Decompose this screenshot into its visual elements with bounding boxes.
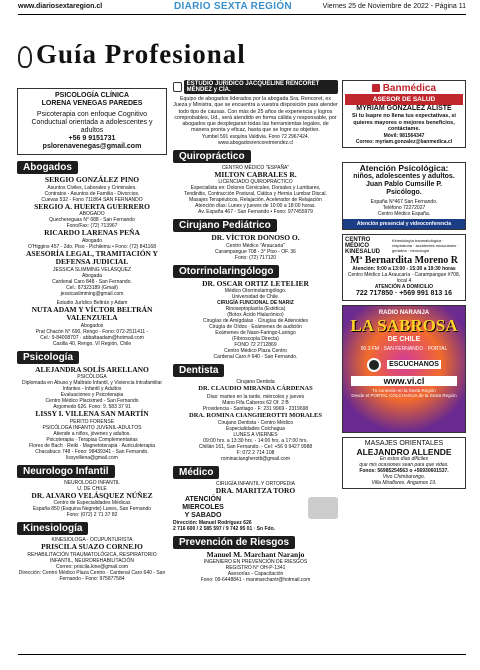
page-header — [0, 0, 480, 14]
section-medico: Médico — [173, 466, 219, 479]
speaker-icon — [367, 358, 381, 372]
banmedica-ad: Banmédica ASESOR DE SALUD MYRIAM GONZALEZ ALISTE Si tu Isapre no llena tus expectativas, si quieres mayores o mejores beneficios, contáctame. Móvil: 981564347 Correo: myriam.gonzalez@banmedica.cl — [342, 80, 466, 148]
listing-name: SERGIO A. HUERTA GUERRERO — [34, 201, 150, 211]
section-quiropractico: Quiropráctico — [173, 150, 251, 163]
doctor-photo-icon — [308, 497, 338, 519]
section-cirujano: Cirujano Pediátrico — [173, 219, 277, 232]
kinesiologia-listing: KINESIOLOGA - OCUPUNTURISTA PRISCILA SUAZO CORNEJO REHABILITACIÓN TRAUMATOLÓGICA, RESPIRATORIO INFANTIL, NEUROREHABILITACIÓN Correo: priscila.kine@gmail.com Dirección: Centro Médico Plaza Centro · Cardenal Caro 640 - San Fernando - Fono: 975877584 — [18, 537, 166, 582]
listing-name: ASESORÍA LEGAL, TRAMITACIÓN Y DEFENSA JUDICIAL — [26, 248, 158, 266]
left-column — [17, 88, 167, 582]
listing-name: RICARDO LARENAS PEÑA — [44, 228, 140, 237]
ad-person: LORENA VENEGAS PAREDES — [41, 100, 143, 107]
ad-phone[interactable]: +56 9 9151731 — [68, 135, 116, 142]
ad-title: PSICOLOGÍA CLÍNICA — [54, 92, 130, 99]
dentista-listing: Cirujano Dentista DR. CLAUDIO MIRANDA CÁRDENAS Días: martes en la tarde, miércoles y jueves Mano Fifa Caberos 62 Of. 2 B Providencia - Santiago · F: 231 9969 - 2319698 DRA. ROMINA CIANGHEROTTI MORALES Cirujano Dentista - Centro Médico Especialidades Colchagua LUNES A VIERNES 09:00 hrs. a 13:30 hrs. - 14:00 hrs. a 17:00 hrs. Chillán 161, San Fernando. - Cel: +56 9 9427 9988 F: 072 2 714 108 rominaciangherotti@gmail.com — [189, 379, 322, 463]
scales-icon — [173, 82, 182, 92]
middle-column: ESTUDIO JURÍDICO JACQUELINE RENCORET MÉNDEZ y CÍA. Equipo de abogados liderados por la abogada Sra. Rencoret, ex Jueza y Ministra, que se encuentra a vuestra disposición para atender todo tipo de causas. Con más de 25 años de experiencia y logros comprobables, Ud., será atendido en forma cálida y responsable, por abogados que desplegaran todas las herramientas legales, de manera pronta y eficaz, hasta que se logre su objetivo. Yumbel 591 esquina Valdivia. Fono 72 2967424. www.abogadosrencoretmendez.cl Quiropráctico CENTRO MÉDICO "ESPAÑA" MILTON CABRALES R. LICENCIADO QUIROPRÁCTICO Especialista en: Dolores Cervicales, Dorsales y Lumbares, Tendinitis, Contracción Postural, Ciática y Hernia Lumbar Discal. Masajes Terapéuticos, Relajación, Acelerador de Relajación Atención días: Lunes y jueves de 10:00 a 18:00 horas. Av. España 467 - San Fernando • Fono: 977455979 Cirujano Pediátrico DR. VÍCTOR DONOSO O. Centro Médico "Araucaria" Carampangue 708 - 3° Piso - OF. 36 Fono: (72) 717120 Otorrinolaringólogo DR. OSCAR ORTIZ LETELIER Médico Otorrinolaringólogo. Universidad de Chile. CIRUGÍA FUNCIONAL DE NARIZ Rinoseptoplastía (Estética) (Botox Ácido Hialurónico) Cirugías de Amígdalas · Cirugías de Adenoides Cirugía de Oídos · Exámenes de audición Exámenes de Naso-Faringo-Laringo (Fibroscopía Directa) FONO 72 2712869 Centro Médico Plaza Centro Cardenal Caro # 640 - San Fernando. Dentista Cirujano Dentista DR. CLAUDIO MIRANDA CÁRDENAS Días: martes en la tarde, miércoles y jueves Mano Fifa Caberos 62 Of. 2 B Providencia - Santiago · F: 231 9969 - 2319698 DRA. ROMINA CIANGHEROTTI MORALES Cirujano Dentista - Centro Médico Especialidades Colchagua LUNES A VIERNES 09:00 hrs. a 13:30 hrs. - 14:00 hrs. a 17:00 hrs. Chillán 161, San Fernando. - Cel: +56 9 9427 9988 F: 072 2 714 108 rominaciangherotti@gmail.com Médico CIRUGÍA INFANTIL Y ORTOPEDIA DRA. MARITZA TORO ATENCIÓN MIERCOLES Y SABADO Dirección: Manuel Rodríguez 626 2 716 600 / 2 585 597 / 9 742 95 01 · Sn Fdo. Prevención de Riesgos Manuel M. Marchant Naranjo INGENIERO EN PREVENCIÓN DE RIESGOS REGISTRO N° OH-P-1341 Asesorías - Capacitación Fono: 09-6448841 - manmarchantr@hotmail.com — [173, 81, 338, 584]
section-psicologia: Psicología — [17, 351, 79, 364]
prevencion-listing: Manuel M. Marchant Naranjo INGENIERO EN PREVENCIÓN DE RIESGOS REGISTRO N° OH-P-1341 Asesorías - Capacitación Fono: 09-6448841 - manmarchantr@hotmail.com — [200, 549, 311, 584]
estudio-name: ESTUDIO JURÍDICO JACQUELINE RENCORET MÉNDEZ y CÍA. — [184, 80, 338, 94]
psicologia-list: ALEJANDRA SOLÍS ARELLANO PSICÓLOGA Diplomada en Abuso y Maltrato Infantil, y Violencia Intrafamiliar Infantes - Infantil y Adultos Evaluaciones y Psicoterapia Centro Médico Placismed - San Fernando Argomedo 626. Fono: 9. 583 37 91 LISSY I. VILLENA SAN MARTÍN PERITO FORENSE PSICÓLOGA INFANTO JUVENIL-ADULTOS Atiende a niños, jóvenes y adultos. Psicoterapia · Terapias Complementarias Flores de Bach · Reiki · Magnetoterapia · Auriculoterapia Chacabuco 748 - Fono: 98439341 - San Fernando. lissyvillena@gmail.com — [22, 364, 162, 461]
masajes-ad: MASAJES ORIENTALES ALEJANDRO ALLENDE En estos días difíciles que mis ocasiones sean para que vidas. Fonos: 56985254563 o +56930601537. Vivo Chimbarongo. Villa Miraflores. Angamos 19. — [342, 437, 466, 489]
psico-clinica-ad — [17, 88, 167, 155]
cirujano-listing: DR. VÍCTOR DONOSO O. Centro Médico "Araucaria" Carampangue 708 - 3° Piso - OF. 36 Fono: (72) 717120 — [211, 233, 300, 261]
banmedica-logo: Banmédica — [345, 83, 463, 94]
section-prevencion: Prevención de Riesgos — [173, 536, 295, 549]
section-kinesiologia: Kinesiología — [17, 522, 88, 535]
kinesalud-logo: CENTRO MÉDICO KINESALUD — [345, 236, 381, 255]
ad-desc: Psicoterapia con enfoque Cognitivo Conductual orientada a adolescentes y adultos — [31, 111, 153, 134]
right-column — [342, 80, 466, 489]
page-title: Guía Profesional — [18, 40, 328, 68]
medico-listing: CIRUGÍA INFANTIL Y ORTOPEDIA DRA. MARITZA TORO ATENCIÓN MIERCOLES Y SABADO Dirección: Manuel Rodríguez 626 2 716 600 / 2 585 597 / 9 742 95 01 · Sn Fdo. — [173, 481, 338, 532]
listing-name: SERGIO GONZÁLEZ PINO — [44, 175, 140, 184]
header-rule — [18, 14, 466, 15]
site-url[interactable]: www.diariosextaregion.cl — [18, 3, 103, 10]
quiropractico-listing: CENTRO MÉDICO "ESPAÑA" MILTON CABRALES R. LICENCIADO QUIROPRÁCTICO Especialista en: Dolores Cervicales, Dorsales y Lumbares, Tendinitis, Contracción Postural, Ciática y Hernia Lumbar Discal. Masajes Terapéuticos, Relajación, Acelerador de Relajación Atención días: Lunes y jueves de 10:00 a 18:00 horas. Av. España 467 - San Fernando • Fono: 977455979 — [184, 164, 327, 216]
kinesalud-ad: CENTRO MÉDICO KINESALUD Kinesiología traumatológica · respiratoria · accidentes musculares · geriatría · neurología Mª Bernardita Moreno R Atención: 9:00 a 13:00 - 15:30 a 19:30 horas Centro Médico La Araucaría · Carampangue #708, local 4 ATENCIÓN A DOMICILIO 722 717850 · +569 991 813 16 — [342, 234, 466, 301]
banmedica-icon — [372, 84, 380, 92]
section-dentista: Dentista — [173, 364, 224, 377]
title-icon — [18, 46, 32, 68]
footer-rule — [18, 654, 466, 655]
issue-date: Viernes 25 de Noviembre de 2022 - Página 11 — [322, 3, 466, 10]
listing-name: NUTA ADAM Y VÍCTOR BELTRÁN VALENZUELA — [31, 304, 153, 322]
section-otorrino: Otorrinolaringólogo — [173, 265, 279, 278]
newspaper-name: DIARIO SEXTA REGIÓN — [174, 1, 292, 12]
section-neurologo: Neurologo Infantil — [17, 465, 115, 478]
ad-email[interactable]: pslorenavenegas@gmail.com — [42, 143, 142, 150]
atencion-ad: Atención Psicológica: niños, adolescentes y adultos. Juan Pablo Cumsille P. Psicólogo. España N°467 San Fernando. Teléfono 72272027 Centro Médico España. Atención presencial y videoconferencia — [342, 162, 466, 230]
abogados-list: SERGIO GONZÁLEZ PINO Asuntos Civiles, Laborales y Criminales. Contratos - Asuntos de Familia - Divorcios. Cuevas 532 - Fono 711864 SAN FERNANDO SERGIO A. HUERTA GUERRERO ABOGADO Quechereguas N° 688 - San Fernando Fono/Fax: (72) 713967 RICARDO LARENAS PEÑA Abogado O'Higgins 457 - 2do. Piso - Pichilemu • Fono: (72) 841168 ASESORÍA LEGAL, TRAMITACIÓN Y DEFENSA JUDICIAL JESSICA SLIMMING VELÁSQUEZ Abogada Cardenal Caro 848 - San Fernando. Cel.: 87323189 (Gmail) jessicaslimming@gmail.com Estudio Jurídico Beltrán y Adam NUTA ADAM Y VÍCTOR BELTRÁN VALENZUELA Abogados Prat Chacón N° 690, Rengo - Fono: 072-2511411 - Cel.: 9-84008707 · abbaltaadam@hotmail.com Casilla 40, Rengo. VI Región, Chile — [17, 176, 167, 347]
radio-ad: RADIO NARANJA LA SABROSA DE CHILE 90.3 FM · SAN FERNANDO · PORTAL ESCUCHANOS www.vi.cl Tu conexión en la Sexta Región Desde el PORTAL COLCHAGUA de la Sexta Región — [342, 305, 466, 433]
otorrino-listing: DR. OSCAR ORTIZ LETELIER Médico Otorrinolaringólogo. Universidad de Chile. CIRUGÍA FUNCIONAL DE NARIZ Rinoseptoplastía (Estética) (Botox Ácido Hialurónico) Cirugías de Amígdalas · Cirugías de Adenoides Cirugía de Oídos · Exámenes de audición Exámenes de Naso-Faringo-Laringo (Fibroscopía Directa) FONO 72 2712869 Centro Médico Plaza Centro Cardenal Caro # 640 - San Fernando. — [202, 278, 309, 361]
estudio-desc: Equipo de abogados liderados por la abogada Sra. Rencoret, ex Jueza y Ministra, que se encuentra a vuestra disposición para atender todo tipo de causas. Con más de 25 años de experiencia y logros comprobables, Ud., será atendido en forma cálida y responsable, por abogados que desplegaran todas las herramientas legales, de manera pronta y eficaz, hasta que se logre su objetivo. — [173, 96, 338, 134]
section-abogados: Abogados — [17, 161, 78, 174]
neurologo-listing: NEUROLOGO INFANTIL U. DE CHILE DR. ALVARO VELÁSQUEZ NÚÑEZ Centro de Especialidades Médicas España 850 (Esquina Negrete) Lunes, San Fernando Fono: (072) 2 71 37 82 — [31, 479, 153, 518]
estudio-header — [173, 80, 338, 94]
medico-badge: ATENCIÓN MIERCOLES Y SABADO — [182, 495, 224, 519]
